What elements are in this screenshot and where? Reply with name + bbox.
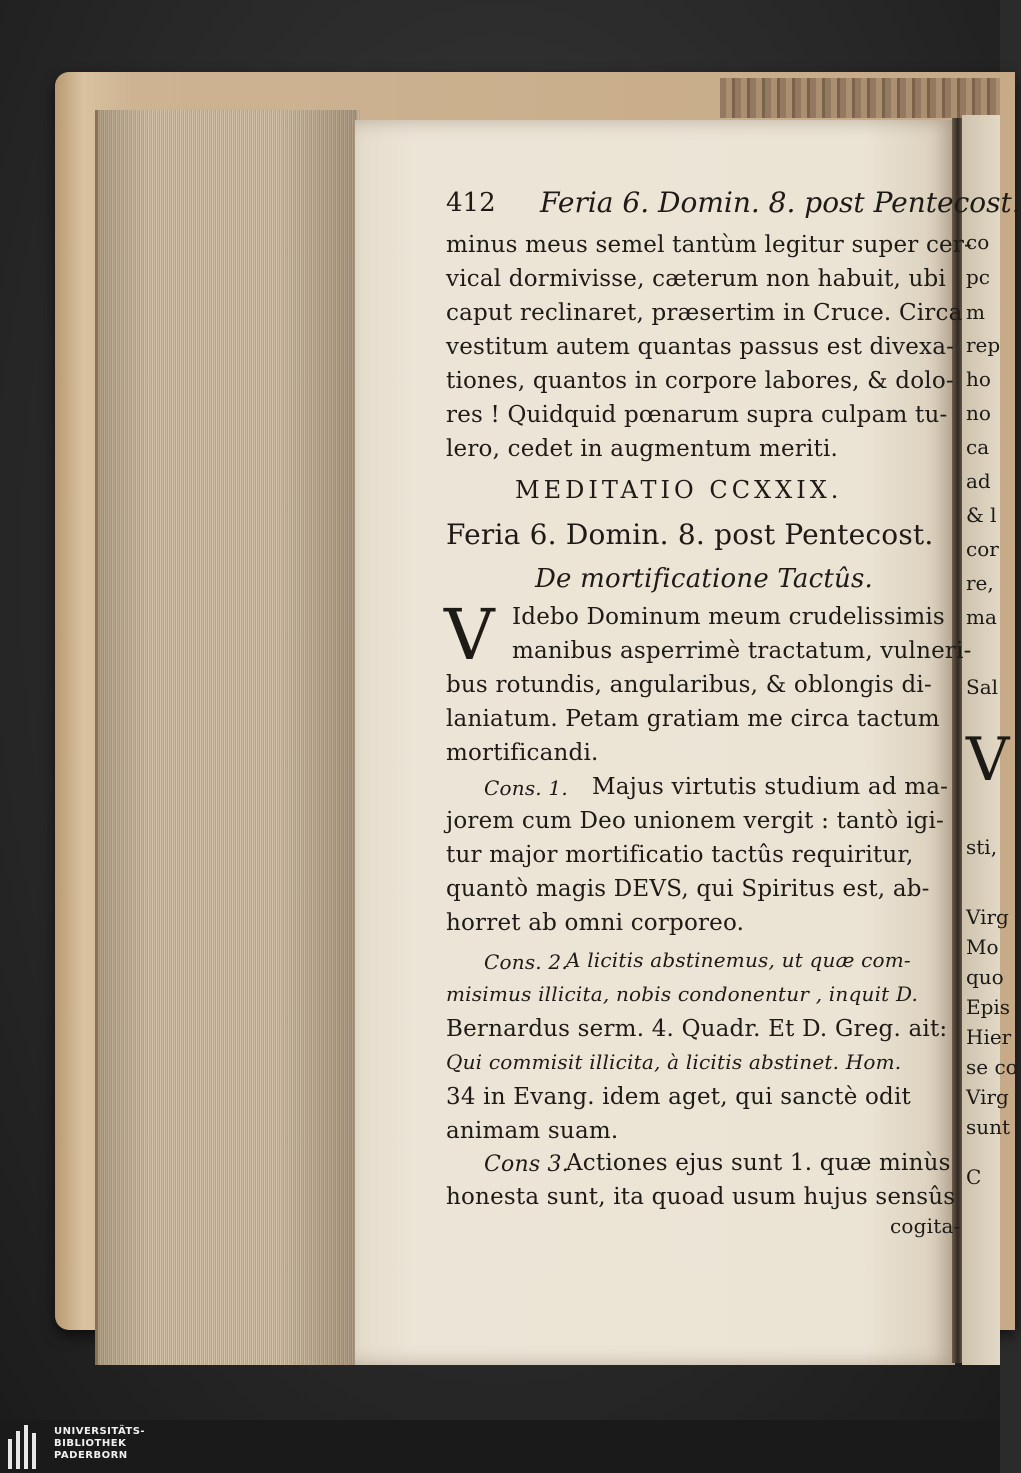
facing-page-fragment: sunt (966, 1115, 1011, 1139)
page-number: 412 (446, 188, 496, 218)
text-line: mortificandi. (446, 740, 599, 766)
facing-page-fragment: Sal (966, 675, 999, 699)
facing-page-fragment: ad (966, 469, 991, 493)
text-line: vical dormivisse, cæterum non habuit, ubi (446, 266, 946, 292)
text-line: Actiones ejus sunt 1. quæ minùs (566, 1150, 951, 1176)
meditation-title: Feria 6. Domin. 8. post Pentecost. (446, 518, 934, 551)
page-block-shade (95, 110, 357, 1365)
facing-page-fragment: Epis (966, 995, 1011, 1019)
text-line: caput reclinaret, præsertim in Cruce. Circa (446, 300, 963, 326)
text-line: manibus asperrimè tractatum, vulneri- (512, 638, 972, 664)
text-line: horret ab omni corporeo. (446, 910, 745, 936)
facing-page-fragment: Hier (966, 1025, 1012, 1049)
drop-capital: V (444, 594, 495, 676)
library-name-line1: UNIVERSITÄTS- (54, 1426, 146, 1437)
facing-page-fragment: Virg (966, 905, 1009, 929)
catchword: cogita- (890, 1214, 961, 1238)
text-line: bus rotundis, angularibus, & oblongis di- (446, 672, 932, 698)
text-line: 34 in Evang. idem aget, qui sanctè odit (446, 1084, 911, 1110)
facing-page-fragment: & l (966, 503, 997, 527)
text-line: jorem cum Deo unionem vergit : tantò igi- (446, 808, 944, 834)
facing-page-fragment: rep (966, 333, 1001, 357)
facing-page-fragment: sti, (966, 835, 998, 859)
text-line: tiones, quantos in corpore labores, & dolo- (446, 368, 954, 394)
consideration-2-label: Cons. 2. (484, 950, 568, 974)
text-line: Bernardus serm. 4. Quadr. Et D. Greg. ait: (446, 1016, 948, 1042)
text-line: animam suam. (446, 1118, 619, 1144)
book-headband (720, 78, 1000, 118)
library-footer (0, 1420, 1000, 1473)
consideration-3-label: Cons 3. (484, 1152, 569, 1177)
consideration-1-label: Cons. 1. (484, 776, 568, 800)
meditation-subtitle: De mortificatione Tactûs. (535, 564, 873, 594)
facing-page-fragment: ho (966, 367, 991, 391)
library-name-line2: BIBLIOTHEK (54, 1438, 127, 1449)
text-line: res ! Quidquid pœnarum supra culpam tu- (446, 402, 948, 428)
running-head: Feria 6. Domin. 8. post Pentecost. (540, 186, 1021, 219)
text-line: vestitum autem quantas passus est divexa- (446, 334, 955, 360)
facing-page-fragment: re, (966, 571, 994, 595)
text-line: A licitis abstinemus, ut quæ com- (566, 948, 911, 972)
text-line: tur major mortificatio tactûs requiritur, (446, 842, 914, 868)
text-line: minus meus semel tantùm legitur super cer- (446, 232, 973, 258)
facing-page-fragment: Virg (966, 1085, 1009, 1109)
facing-page-fragment: V (966, 725, 1010, 795)
text-line: laniatum. Petam gratiam me circa tactum (446, 706, 940, 732)
text-line: lero, cedet in augmentum meriti. (446, 436, 839, 462)
facing-page-fragment: se co (966, 1055, 1018, 1079)
facing-page-fragment: quo (966, 965, 1004, 989)
facing-page-fragment: C (966, 1165, 982, 1189)
meditation-number: MEDITATIO CCXXIX. (515, 476, 843, 504)
right-page (962, 115, 1018, 1365)
facing-page-fragment: co (966, 230, 990, 254)
facing-page-fragment: no (966, 401, 991, 425)
text-line: Idebo Dominum meum crudelissimis (512, 604, 945, 630)
facing-page-fragment: m (966, 300, 985, 324)
facing-page-fragment: ma (966, 605, 997, 629)
text-line: misimus illicita, nobis condonentur , inquit D. (446, 982, 919, 1006)
facing-page-fragment: Mo (966, 935, 999, 959)
facing-page-fragment: ca (966, 435, 990, 459)
facing-page-fragment: pc (966, 265, 991, 289)
text-line: Qui commisit illicita, à licitis abstinet. Hom. (446, 1050, 902, 1074)
facing-page-fragment: cor (966, 537, 999, 561)
text-line: Majus virtutis studium ad ma- (592, 774, 949, 800)
text-line: honesta sunt, ita quoad usum hujus sensûs (446, 1184, 956, 1210)
library-logo-icon (8, 1425, 44, 1469)
library-name-line3: PADERBORN (54, 1450, 128, 1461)
text-line: quantò magis DEVS, qui Spiritus est, ab- (446, 876, 930, 902)
